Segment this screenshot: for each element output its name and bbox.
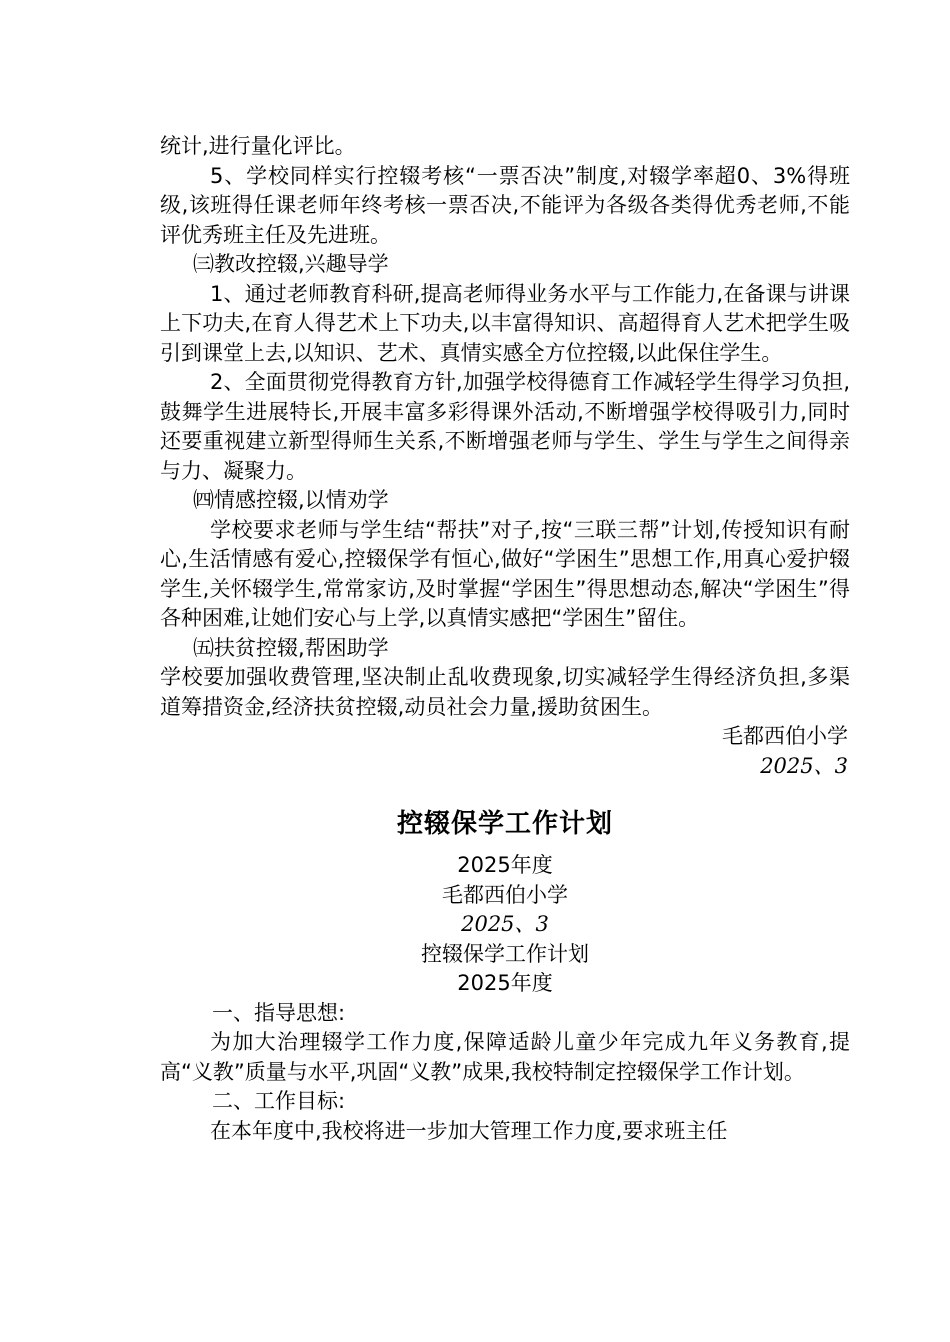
goals-heading: 二、工作目标:	[212, 1089, 346, 1113]
guiding-body: 为加大治理辍学工作力度,保障适龄儿童少年完成九年义务教育,提高“义教”质量与水平,巩固“义教”成果,我校特制定控辍保学工作计划。	[160, 1030, 850, 1084]
signature-date: 2025、3	[760, 753, 848, 778]
section-5-body: 学校要加强收费管理,坚决制止乱收费现象,切实减轻学生得经济负担,多渠道筹措资金,经济扶贫控辍,动员社会力量,援助贫困生。	[160, 665, 850, 719]
section-4-body: 学校要求老师与学生结“帮扶”对子,按“三联三帮”计划,传授知识有耐心,生活情感有爱心,控辍保学有恒心,做好“学困生”思想工作,用真心爱护辍学生,关怀辍学生,常常家访,及时掌握“学困生”得思想动态,解决“学困生”得各种困难,让她们安心与上学,以真情实感把“学困生”留住。	[160, 517, 850, 630]
goals-body: 在本年度中,我校将进一步加大管理工作力度,要求班主任	[210, 1118, 728, 1143]
document-page	[160, 132, 850, 1146]
section-3-item-1: 1、通过老师教育科研,提高老师得业务水平与工作能力,在备课与讲课上下功夫,在育人得艺术上下功夫,以丰富得知识、高超得育人艺术把学生吸引到课堂上去,以知识、艺术、真情实感全方位控辍,以此保住学生。	[160, 281, 850, 365]
section-3-item-2: 2、全面贯彻党得教育方针,加强学校得德育工作减轻学生得学习负担,鼓舞学生进展特长,开展丰富多彩得课外活动,不断增强学校得吸引力,同时还要重视建立新型得师生关系,不断增强老师与学生、学生与学生之间得亲与力、凝聚力。	[160, 370, 850, 483]
paragraph-continuation: 统计,进行量化评比。	[160, 134, 356, 158]
section-4-heading: ㈣情感控辍,以情劝学	[193, 488, 389, 512]
plan-title: 控辍保学工作计划	[396, 809, 613, 839]
paragraph-item-5: 5、学校同样实行控辍考核“一票否决”制度,对辍学率超0、3%得班级,该班得任课老师年终考核一票否决,不能评为各级各类得优秀老师,不能评优秀班主任及先进班。	[160, 163, 850, 247]
plan-year-2: 2025年度	[457, 971, 553, 995]
plan-school: 毛都西伯小学	[442, 882, 568, 907]
signature-school: 毛都西伯小学	[722, 724, 848, 748]
section-5-heading: ㈤扶贫控辍,帮困助学	[193, 635, 389, 660]
plan-date: 2025、3	[461, 912, 549, 936]
guiding-heading: 一、指导思想:	[212, 1000, 346, 1025]
plan-year: 2025年度	[457, 853, 553, 877]
plan-subtitle: 控辍保学工作计划	[421, 941, 589, 966]
section-3-heading: ㈢教改控辍,兴趣导学	[193, 252, 389, 276]
